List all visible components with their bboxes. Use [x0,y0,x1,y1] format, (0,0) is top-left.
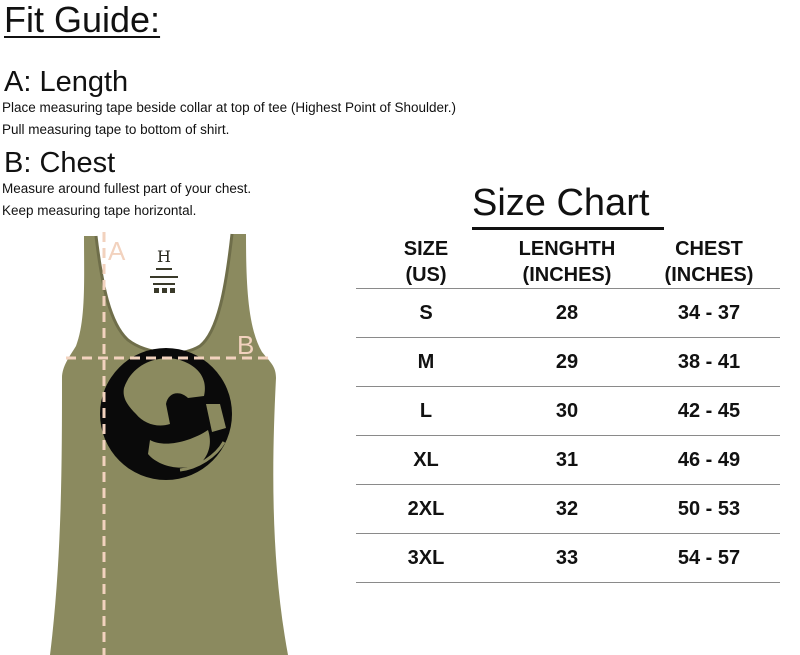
chest-heading: B: Chest [4,147,116,179]
length-cell: 32 [496,485,638,534]
table-row [356,436,780,485]
length-instruction-2: Pull measuring tape to bottom of shirt. [2,122,230,137]
length-cell: 28 [496,289,638,338]
chest-instruction-2: Keep measuring tape horizontal. [2,203,197,218]
chest-instruction-1: Measure around fullest part of your chest. [2,181,252,196]
size-cell: 2XL [356,485,496,534]
length-instruction-1: Place measuring tape beside collar at top of tee (Highest Point of Shoulder.) [2,100,457,115]
chest-cell: 34 - 37 [638,289,780,338]
table-row [356,338,780,387]
size-cell: 3XL [356,534,496,583]
size-cell: XL [356,436,496,485]
spartan-helmet-logo [100,348,232,480]
length-cell: 30 [496,387,638,436]
header-chest-line1: CHEST [675,238,743,260]
table-row [356,485,780,534]
header-size [356,236,496,289]
header-length [496,236,638,289]
fit-guide-title: Fit Guide: [4,0,161,40]
header-size-line1: SIZE [403,238,449,260]
size-chart-table [356,236,780,583]
chest-cell: 38 - 41 [638,338,780,387]
header-chest-line2: (INCHES) [664,264,754,286]
chest-marker: B [237,330,255,360]
chest-cell: 42 - 45 [638,387,780,436]
size-chart-title: Size Chart [472,182,650,224]
length-heading: A: Length [4,66,129,98]
neck-label [150,247,178,293]
length-cell: 33 [496,534,638,583]
chest-cell: 54 - 57 [638,534,780,583]
title-underline [472,227,664,230]
header-length-line1: LENGHTH [518,238,616,260]
header-chest [638,236,780,289]
table-row [356,387,780,436]
length-cell: 29 [496,338,638,387]
table-row [356,534,780,583]
length-marker: A [108,236,126,266]
header-size-line2: (US) [405,264,447,286]
size-cell: M [356,338,496,387]
size-cell: S [356,289,496,338]
length-cell: 31 [496,436,638,485]
chest-cell: 46 - 49 [638,436,780,485]
tank-top-illustration [40,228,300,655]
svg-text:H: H [157,247,171,266]
header-length-line2: (INCHES) [522,264,612,286]
size-cell: L [356,387,496,436]
chest-cell: 50 - 53 [638,485,780,534]
table-header-row [356,236,780,289]
table-row [356,289,780,338]
